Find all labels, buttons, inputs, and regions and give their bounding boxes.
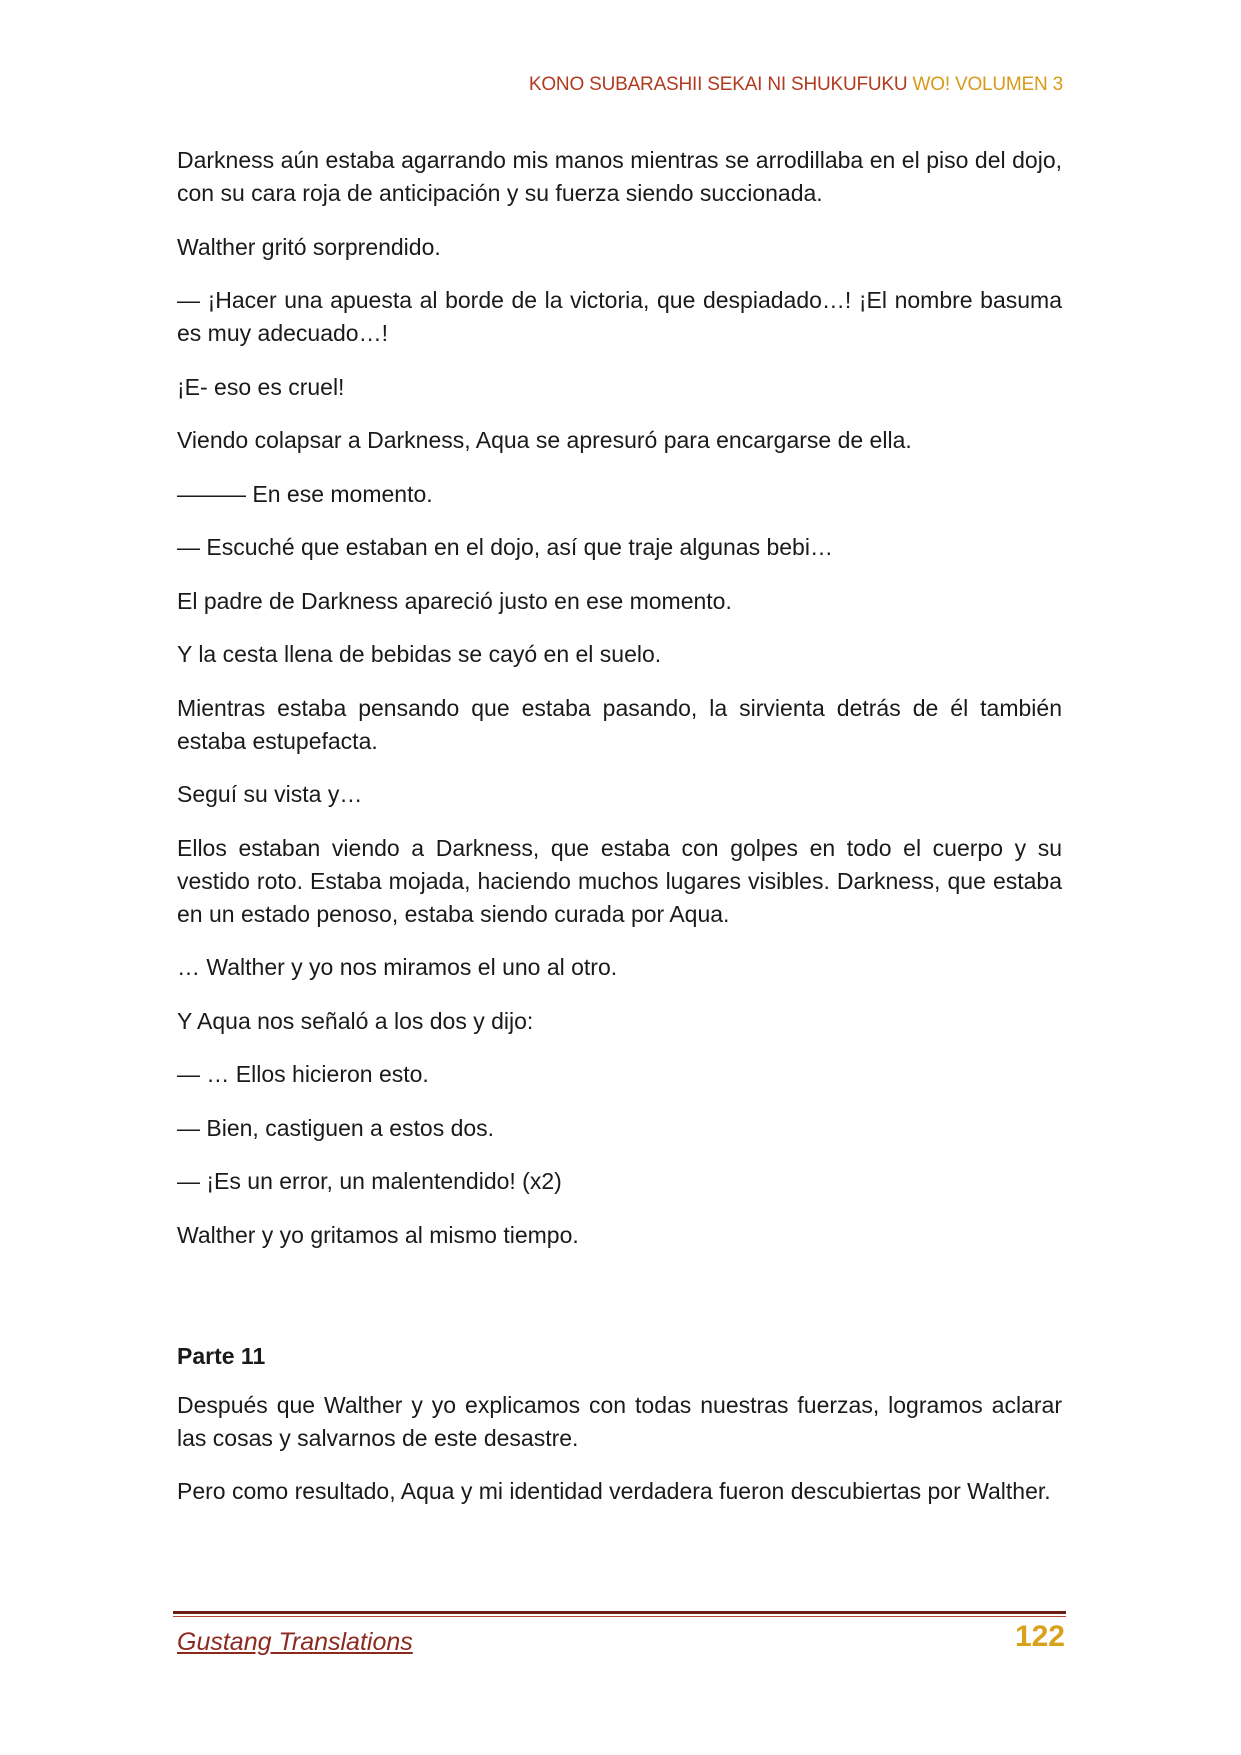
running-header — [529, 74, 1063, 96]
paragraph: Walther y yo gritamos al mismo tiempo. — [177, 1221, 579, 1248]
paragraph: … Walther y yo nos miramos el uno al otro. — [177, 954, 618, 980]
footer-divider — [173, 1611, 1066, 1617]
footer-translator-credit: Gustang Translations — [177, 1628, 413, 1656]
section-heading: Parte 11 — [177, 1342, 266, 1369]
paragraph: Y Aqua nos señaló a los dos y dijo: — [177, 1007, 534, 1034]
paragraph: Darkness aún estaba agarrando mis manos mientras se arrodillaba en el piso del dojo, con su cara roja de anticipación y su fuerza siendo succionada. — [177, 147, 1062, 206]
paragraph: Después que Walther y yo explicamos con todas nuestras fuerzas, logramos aclarar las cosas y salvarnos de este desastre. — [177, 1391, 1062, 1451]
running-header-volume: WO! VOLUMEN 3 — [912, 74, 1063, 95]
paragraph: Mientras estaba pensando que estaba pasando, la sirvienta detrás de él también estaba estupefacta. — [177, 694, 1062, 754]
paragraph: ——— En ese momento. — [177, 480, 433, 507]
paragraph: — Bien, castiguen a estos dos. — [177, 1114, 495, 1141]
paragraph: Pero como resultado, Aqua y mi identidad verdadera fueron descubiertas por Walther. — [177, 1478, 1051, 1504]
paragraph: — ¡Hacer una apuesta al borde de la victoria, que despiadado…! ¡El nombre basuma es muy adecuado…! — [177, 287, 1062, 346]
paragraph: Y la cesta llena de bebidas se cayó en el suelo. — [177, 641, 662, 667]
running-header-title: KONO SUBARASHII SEKAI NI SHUKUFUKU — [528, 74, 913, 95]
paragraph: Seguí su vista y… — [177, 781, 363, 807]
paragraph: Ellos estaban viendo a Darkness, que estaba con golpes en todo el cuerpo y su vestido roto. Estaba mojada, haciendo muchos lugares visibles. Darkness, que estaba en un estado penoso, estaba siendo curada por Aqua. — [177, 834, 1062, 927]
paragraph: Viendo colapsar a Darkness, Aqua se apresuró para encargarse de ella. — [177, 427, 912, 453]
paragraph: ¡E- eso es cruel! — [177, 373, 345, 400]
paragraph: El padre de Darkness apareció justo en ese momento. — [177, 587, 732, 614]
paragraph: — … Ellos hicieron esto. — [177, 1061, 429, 1087]
paragraph: Walther gritó sorprendido. — [177, 233, 441, 260]
paragraph: — Escuché que estaban en el dojo, así que traje algunas bebi… — [177, 534, 833, 560]
paragraph: — ¡Es un error, un malentendido! (x2) — [177, 1168, 562, 1194]
page-body — [177, 144, 1062, 1529]
page-number: 122 — [1014, 1620, 1065, 1653]
